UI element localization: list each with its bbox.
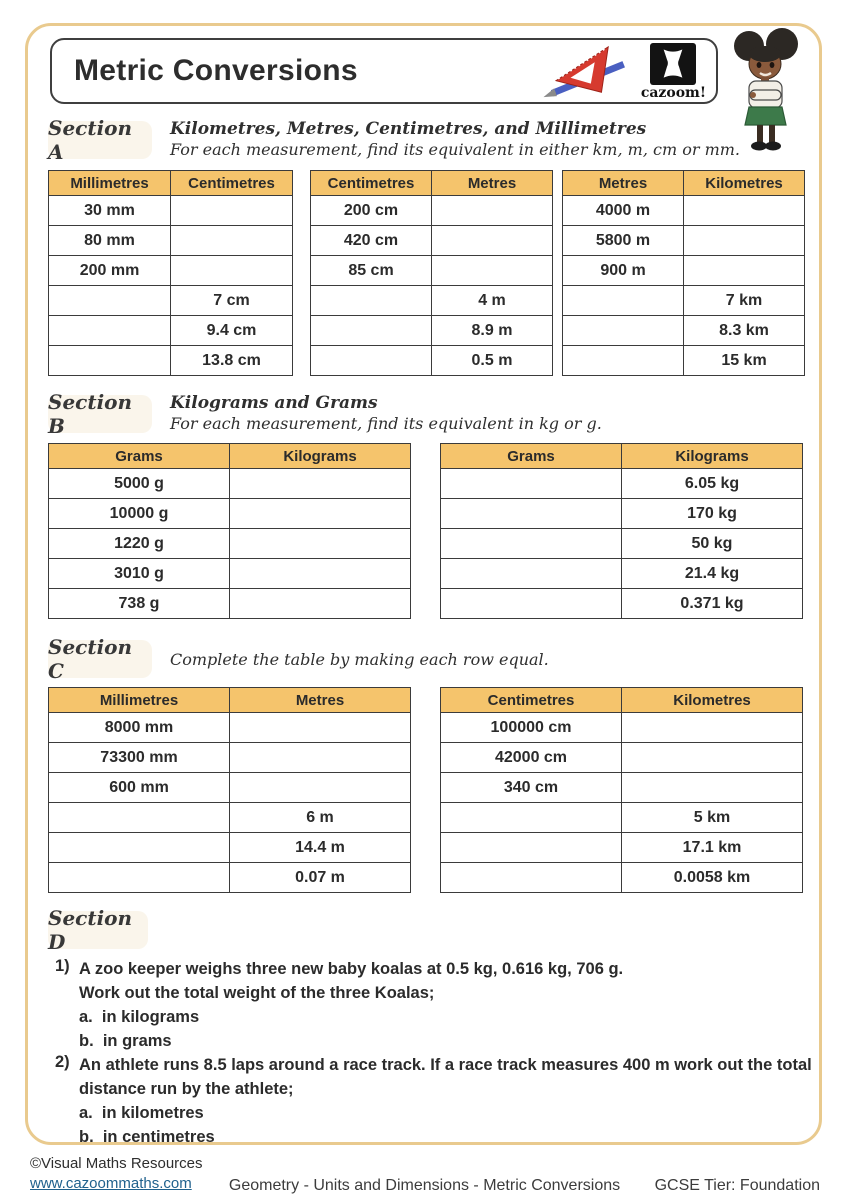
table-millimetres-metres — [48, 687, 411, 893]
table-row — [49, 346, 293, 376]
table-answer-cell — [684, 226, 805, 256]
table-row — [49, 803, 411, 833]
table-header-cell: Kilometres — [684, 171, 805, 196]
table-value-cell: 80 mm — [49, 226, 171, 256]
section-b-label: Section B — [48, 395, 152, 433]
table-header-cell: Metres — [563, 171, 684, 196]
table-value-cell: 3010 g — [49, 559, 230, 589]
footer-tier: GCSE Tier: Foundation — [654, 1177, 820, 1194]
table-value-cell: 1220 g — [49, 529, 230, 559]
worksheet-table — [440, 443, 803, 619]
table-answer-cell — [49, 803, 230, 833]
table-header-cell: Kilometres — [622, 688, 803, 713]
table-value-cell: 7 cm — [171, 286, 293, 316]
table-header-row — [441, 444, 803, 469]
table-value-cell: 170 kg — [622, 499, 803, 529]
table-header-cell: Millimetres — [49, 171, 171, 196]
problem-line: distance run by the athlete; — [79, 1080, 294, 1098]
problem-number: 1) — [55, 957, 70, 975]
table-row — [311, 286, 553, 316]
table-header-cell: Kilograms — [230, 444, 411, 469]
footer-topic: Geometry - Units and Dimensions - Metric Conversions — [228, 1177, 621, 1194]
problem-subitem: b. in centimetres — [79, 1128, 215, 1146]
table-answer-cell — [563, 286, 684, 316]
table-row — [311, 316, 553, 346]
table-value-cell: 9.4 cm — [171, 316, 293, 346]
table-row — [563, 256, 805, 286]
section-b-instructions: For each measurement, find its equivalent in kg or g. — [170, 414, 602, 433]
problem-text — [79, 957, 820, 1053]
section-a-instructions: For each measurement, find its equivalent in either km, m, cm or mm. — [170, 140, 741, 159]
table-header-cell: Millimetres — [49, 688, 230, 713]
table-value-cell: 73300 mm — [49, 743, 230, 773]
problem-subitem: b. in grams — [79, 1032, 172, 1050]
table-metres-kilometres — [562, 170, 805, 376]
table-row — [563, 286, 805, 316]
table-answer-cell — [441, 469, 622, 499]
table-answer-cell — [441, 863, 622, 893]
table-row — [441, 773, 803, 803]
table-answer-cell — [230, 743, 411, 773]
word-problem-2 — [55, 1053, 820, 1149]
table-answer-cell — [230, 529, 411, 559]
section-b-heading: Kilograms and Grams — [170, 393, 378, 413]
problem-line: An athlete runs 8.5 laps around a race track. If a race track measures 400 m work out the total — [79, 1056, 812, 1074]
table-value-cell: 420 cm — [311, 226, 432, 256]
table-answer-cell — [230, 469, 411, 499]
table-header-cell: Metres — [432, 171, 553, 196]
table-answer-cell — [432, 196, 553, 226]
table-answer-cell — [49, 863, 230, 893]
table-header-cell: Metres — [230, 688, 411, 713]
table-answer-cell — [441, 589, 622, 619]
table-value-cell: 5000 g — [49, 469, 230, 499]
table-answer-cell — [230, 773, 411, 803]
worksheet-table — [48, 170, 293, 376]
table-value-cell: 7 km — [684, 286, 805, 316]
section-c-instructions: Complete the table by making each row equal. — [170, 650, 549, 669]
table-centimetres-kilometres — [440, 687, 803, 893]
table-answer-cell — [49, 346, 171, 376]
table-value-cell: 13.8 cm — [171, 346, 293, 376]
table-row — [311, 196, 553, 226]
table-row — [49, 196, 293, 226]
worksheet-table — [48, 443, 411, 619]
table-row — [563, 346, 805, 376]
table-header-row — [311, 171, 553, 196]
footer-copyright: ©Visual Maths Resources — [30, 1155, 203, 1172]
table-header-cell: Centimetres — [171, 171, 293, 196]
table-answer-cell — [49, 833, 230, 863]
table-answer-cell — [432, 226, 553, 256]
table-row — [441, 713, 803, 743]
table-value-cell: 10000 g — [49, 499, 230, 529]
table-row — [441, 743, 803, 773]
table-header-cell: Centimetres — [311, 171, 432, 196]
table-value-cell: 6 m — [230, 803, 411, 833]
table-answer-cell — [441, 499, 622, 529]
table-row — [441, 803, 803, 833]
table-answer-cell — [684, 256, 805, 286]
table-value-cell: 0.0058 km — [622, 863, 803, 893]
table-value-cell: 8.9 m — [432, 316, 553, 346]
cazoom-logo — [641, 43, 706, 100]
table-millimetres-centimetres — [48, 170, 293, 376]
table-row — [49, 589, 411, 619]
table-value-cell: 0.5 m — [432, 346, 553, 376]
table-row — [441, 499, 803, 529]
table-value-cell: 0.371 kg — [622, 589, 803, 619]
table-value-cell: 50 kg — [622, 529, 803, 559]
table-row — [49, 863, 411, 893]
table-answer-cell — [622, 713, 803, 743]
table-value-cell: 5800 m — [563, 226, 684, 256]
table-header-row — [49, 171, 293, 196]
table-value-cell: 8000 mm — [49, 713, 230, 743]
problem-subitem: a. in kilograms — [79, 1008, 200, 1026]
table-value-cell: 0.07 m — [230, 863, 411, 893]
table-row — [49, 499, 411, 529]
table-value-cell: 5 km — [622, 803, 803, 833]
table-answer-cell — [230, 589, 411, 619]
table-answer-cell — [441, 803, 622, 833]
table-value-cell: 100000 cm — [441, 713, 622, 743]
worksheet-table — [562, 170, 805, 376]
table-value-cell: 8.3 km — [684, 316, 805, 346]
table-value-cell: 6.05 kg — [622, 469, 803, 499]
table-header-row — [49, 688, 411, 713]
table-value-cell: 600 mm — [49, 773, 230, 803]
table-answer-cell — [622, 743, 803, 773]
table-answer-cell — [171, 226, 293, 256]
cazoom-logo-mark — [650, 43, 696, 85]
table-row — [49, 529, 411, 559]
table-answer-cell — [171, 196, 293, 226]
table-answer-cell — [311, 316, 432, 346]
table-row — [311, 256, 553, 286]
worksheet-header — [50, 38, 718, 104]
page-title: Metric Conversions — [74, 54, 358, 87]
table-row — [49, 286, 293, 316]
table-row — [49, 559, 411, 589]
table-row — [49, 713, 411, 743]
table-value-cell: 42000 cm — [441, 743, 622, 773]
problem-text — [79, 1053, 820, 1149]
worksheet-table — [440, 687, 803, 893]
table-row — [441, 863, 803, 893]
table-row — [563, 196, 805, 226]
table-value-cell: 340 cm — [441, 773, 622, 803]
table-row — [563, 316, 805, 346]
table-value-cell: 900 m — [563, 256, 684, 286]
table-answer-cell — [230, 499, 411, 529]
table-header-cell: Kilograms — [622, 444, 803, 469]
table-value-cell: 14.4 m — [230, 833, 411, 863]
table-value-cell: 738 g — [49, 589, 230, 619]
table-row — [49, 316, 293, 346]
table-row — [49, 256, 293, 286]
table-header-cell: Grams — [49, 444, 230, 469]
table-row — [311, 226, 553, 256]
cazoom-drum-icon — [656, 47, 690, 81]
section-c-label: Section C — [48, 640, 152, 678]
table-value-cell: 21.4 kg — [622, 559, 803, 589]
table-answer-cell — [311, 346, 432, 376]
student-character-illustration — [722, 28, 814, 154]
table-answer-cell — [441, 559, 622, 589]
table-header-row — [563, 171, 805, 196]
table-row — [49, 833, 411, 863]
problem-line: A zoo keeper weighs three new baby koalas at 0.5 kg, 0.616 kg, 706 g. — [79, 960, 624, 978]
table-answer-cell — [622, 773, 803, 803]
section-d-label: Section D — [48, 911, 148, 949]
table-row — [311, 346, 553, 376]
table-value-cell: 17.1 km — [622, 833, 803, 863]
footer-website-link[interactable]: www.cazoommaths.com — [30, 1175, 192, 1192]
table-header-cell: Grams — [441, 444, 622, 469]
table-row — [563, 226, 805, 256]
table-answer-cell — [230, 559, 411, 589]
table-value-cell: 85 cm — [311, 256, 432, 286]
table-value-cell: 200 cm — [311, 196, 432, 226]
table-answer-cell — [684, 196, 805, 226]
cazoom-logo-text: cazoom! — [640, 84, 706, 101]
worksheet-table — [310, 170, 553, 376]
table-value-cell: 4 m — [432, 286, 553, 316]
table-grams-kilograms-right — [440, 443, 803, 619]
table-row — [49, 226, 293, 256]
table-answer-cell — [432, 256, 553, 286]
table-value-cell: 15 km — [684, 346, 805, 376]
table-row — [441, 529, 803, 559]
set-square-pencil-icon — [541, 42, 631, 100]
table-row — [441, 559, 803, 589]
problem-subitem: a. in kilometres — [79, 1104, 204, 1122]
word-problem-1 — [55, 957, 820, 1053]
header-icons — [541, 42, 706, 100]
table-value-cell: 30 mm — [49, 196, 171, 226]
table-value-cell: 200 mm — [49, 256, 171, 286]
problem-line: Work out the total weight of the three Koalas; — [79, 984, 435, 1002]
table-centimetres-metres — [310, 170, 553, 376]
table-row — [441, 833, 803, 863]
section-a-heading: Kilometres, Metres, Centimetres, and Millimetres — [170, 119, 647, 139]
table-grams-kilograms-left — [48, 443, 411, 619]
worksheet-table — [48, 687, 411, 893]
table-answer-cell — [311, 286, 432, 316]
table-row — [49, 469, 411, 499]
table-header-cell: Centimetres — [441, 688, 622, 713]
table-answer-cell — [563, 316, 684, 346]
table-answer-cell — [49, 286, 171, 316]
table-value-cell: 4000 m — [563, 196, 684, 226]
table-answer-cell — [441, 833, 622, 863]
table-answer-cell — [230, 713, 411, 743]
table-answer-cell — [171, 256, 293, 286]
table-answer-cell — [49, 316, 171, 346]
problem-number: 2) — [55, 1053, 70, 1071]
table-row — [49, 773, 411, 803]
table-header-row — [49, 444, 411, 469]
table-header-row — [441, 688, 803, 713]
table-answer-cell — [563, 346, 684, 376]
section-a-label: Section A — [48, 121, 152, 159]
table-row — [441, 469, 803, 499]
table-row — [441, 589, 803, 619]
table-answer-cell — [441, 529, 622, 559]
table-row — [49, 743, 411, 773]
